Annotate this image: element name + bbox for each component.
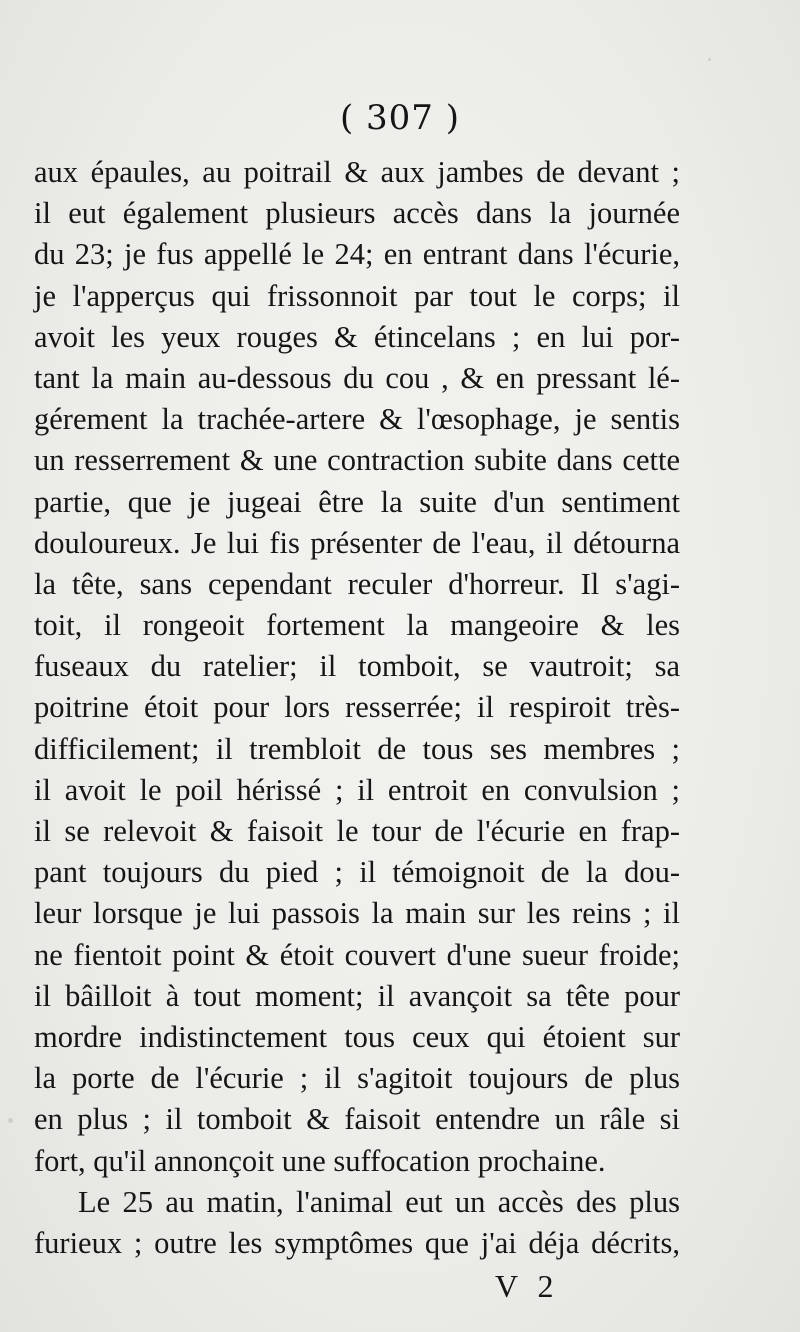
text-line: fuseaux du ratelier; il tomboit, se vautroit; sa bbox=[34, 649, 680, 684]
text-line: il avoit le poil hérissé ; il entroit en convulsion ; bbox=[34, 772, 680, 807]
text-line: toit, il rongeoit fortement la mangeoire & les bbox=[34, 608, 680, 643]
text-line: du 23; je fus appellé le 24; en entrant dans l'écurie, bbox=[34, 237, 680, 272]
text-line: Le 25 au matin, l'animal eut un accès des plus bbox=[78, 1184, 680, 1219]
text-line: la porte de l'écurie ; il s'agitoit toujours de plus bbox=[34, 1061, 680, 1096]
text-line: avoit les yeux rouges & étincelans ; en lui por- bbox=[34, 319, 680, 354]
body-text bbox=[34, 152, 680, 1264]
text-line: douloureux. Je lui fis présenter de l'eau, il détourna bbox=[34, 525, 680, 560]
text-line: il bâilloit à tout moment; il avançoit sa tête pour bbox=[34, 978, 680, 1013]
text-line: aux épaules, au poitrail & aux jambes de devant ; bbox=[34, 155, 680, 189]
text-line: partie, que je jugeai être la suite d'un sentiment bbox=[34, 484, 680, 519]
page-number: ( 307 ) bbox=[339, 98, 461, 138]
paper-spot bbox=[8, 1118, 13, 1123]
text-line: poitrine étoit pour lors resserrée; il respiroit très- bbox=[34, 690, 680, 725]
text-line: leur lorsque je lui passois la main sur les reins ; il bbox=[34, 896, 680, 931]
text-line: difficilement; il trembloit de tous ses membres ; bbox=[34, 731, 680, 766]
text-line: la tête, sans cependant reculer d'horreur. Il s'agi- bbox=[34, 566, 680, 601]
text-line: il eut également plusieurs accès dans la journée bbox=[34, 196, 680, 231]
text-line: je l'apperçus qui frissonnoit par tout le corps; il bbox=[34, 278, 680, 313]
text-line: furieux ; outre les symptômes que j'ai déja décrits, bbox=[34, 1225, 680, 1260]
text-line: gérement la trachée-artere & l'œsophage, je sentis bbox=[34, 402, 680, 437]
paper-spot bbox=[708, 58, 711, 61]
text-line: pant toujours du pied ; il témoignoit de la dou- bbox=[34, 855, 680, 890]
text-line: en plus ; il tomboit & faisoit entendre un râle si bbox=[34, 1102, 680, 1137]
text-line: fort, qu'il annonçoit une suffocation prochaine. bbox=[34, 1143, 606, 1178]
signature-mark: V 2 bbox=[495, 1268, 560, 1304]
text-line: un resserrement & une contraction subite dans cette bbox=[34, 443, 680, 478]
text-line: mordre indistinctement tous ceux qui étoient sur bbox=[34, 1019, 680, 1054]
text-line: il se relevoit & faisoit le tour de l'écurie en frap- bbox=[34, 814, 680, 848]
text-line: tant la main au-dessous du cou , & en pressant lé- bbox=[34, 360, 680, 395]
text-line: ne fientoit point & étoit couvert d'une sueur froide; bbox=[34, 937, 680, 972]
